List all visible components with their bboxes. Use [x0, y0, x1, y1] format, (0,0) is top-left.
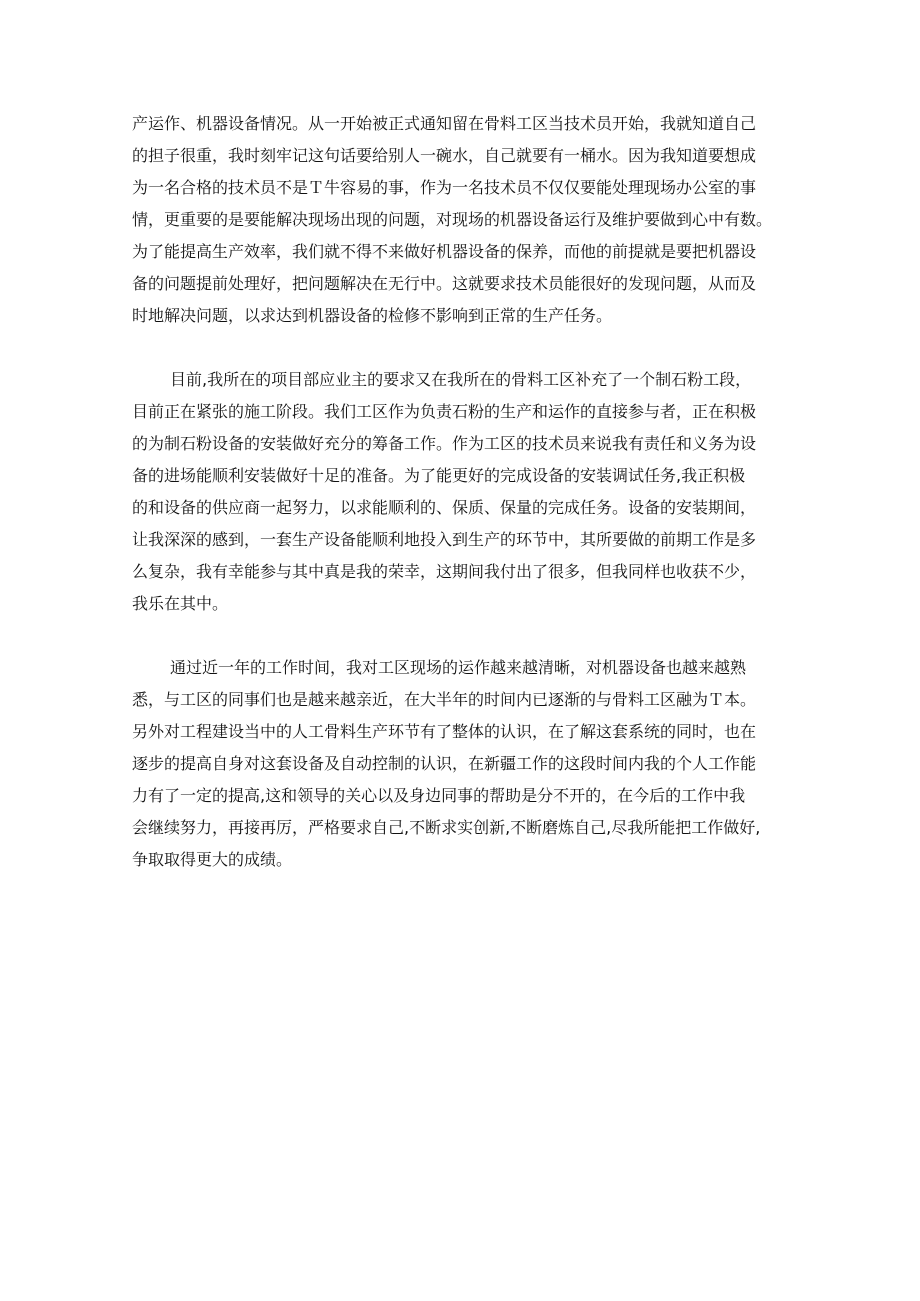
paragraph: [132, 652, 812, 876]
text-line: 情，更重要的是要能解决现场出现的问题，对现场的机器设备运行及维护要做到心中有数。: [132, 210, 773, 229]
text-line: 为一名合格的技术员不是Ｔ牛容易的事，作为一名技术员不仅仅要能处理现场办公室的事: [132, 178, 757, 197]
text-line: 通过近一年的工作时间，我对工区现场的运作越来越清晰，对机器设备也越来越熟: [170, 658, 747, 677]
text-line: 让我深深的感到，一套生产设备能顺利地投入到生产的环节中，其所要做的前期工作是多: [132, 530, 757, 549]
text-line: 力有了一定的提高,这和领导的关心以及身边同事的帮助是分不开的，在今后的工作中我: [132, 786, 746, 805]
paragraph-spacer: [132, 620, 812, 652]
text-line: 我乐在其中。: [132, 594, 229, 613]
text-line: 为了能提高生产效率，我们就不得不来做好机器设备的保养，而他的前提就是要把机器设: [132, 242, 757, 261]
text-line: 备的进场能顺利安装做好十足的准备。为了能更好的完成设备的安装调试任务,我正积极: [132, 466, 746, 485]
text-line: 备的问题提前处理好，把问题解决在无行中。这就要求技术员能很好的发现问题，从而及: [132, 274, 757, 293]
text-line: 产运作、机器设备情况。从一开始被正式通知留在骨料工区当技术员开始，我就知道自己: [132, 114, 757, 133]
text-line: 逐步的提高自身对这套设备及自动控制的认识，在新疆工作的这段时间内我的个人工作能: [132, 754, 757, 773]
text-line: 目前正在紧张的施工阶段。我们工区作为负责石粉的生产和运作的直接参与者，正在积极: [132, 402, 757, 421]
text-line: 悉，与工区的同事们也是越来越亲近，在大半年的时间内已逐渐的与骨料工区融为Ｔ本。: [132, 690, 757, 709]
text-line: 时地解决问题，以求达到机器设备的检修不影响到正常的生产任务。: [132, 306, 613, 325]
text-line: 会继续努力，再接再厉，严格要求自己,不断求实创新,不断磨炼自己,尽我所能把工作做好,: [132, 818, 761, 837]
paragraph-spacer: [132, 332, 812, 364]
paragraph: [132, 364, 812, 620]
text-line: 的和设备的供应商一起努力，以求能顺利的、保质、保量的完成任务。设备的安装期间，: [132, 498, 757, 517]
text-line: 目前,我所在的项目部应业主的要求又在我所在的骨料工区补充了一个制石粉工段，: [170, 370, 752, 389]
text-line: 另外对工程建设当中的人工骨料生产环节有了整体的认识，在了解这套系统的同时，也在: [132, 722, 757, 741]
text-line: 争取取得更大的成绩。: [132, 850, 293, 869]
paragraph: [132, 108, 812, 332]
text-line: 的为制石粉设备的安装做好充分的筹备工作。作为工区的技术员来说我有责任和义务为设: [132, 434, 757, 453]
text-line: 的担子很重，我时刻牢记这句话要给别人一碗水，自己就要有一桶水。因为我知道要想成: [132, 146, 757, 165]
text-line: 么复杂，我有幸能参与其中真是我的荣幸，这期间我付出了很多，但我同样也收获不少，: [132, 562, 757, 581]
document-body: [132, 108, 812, 876]
